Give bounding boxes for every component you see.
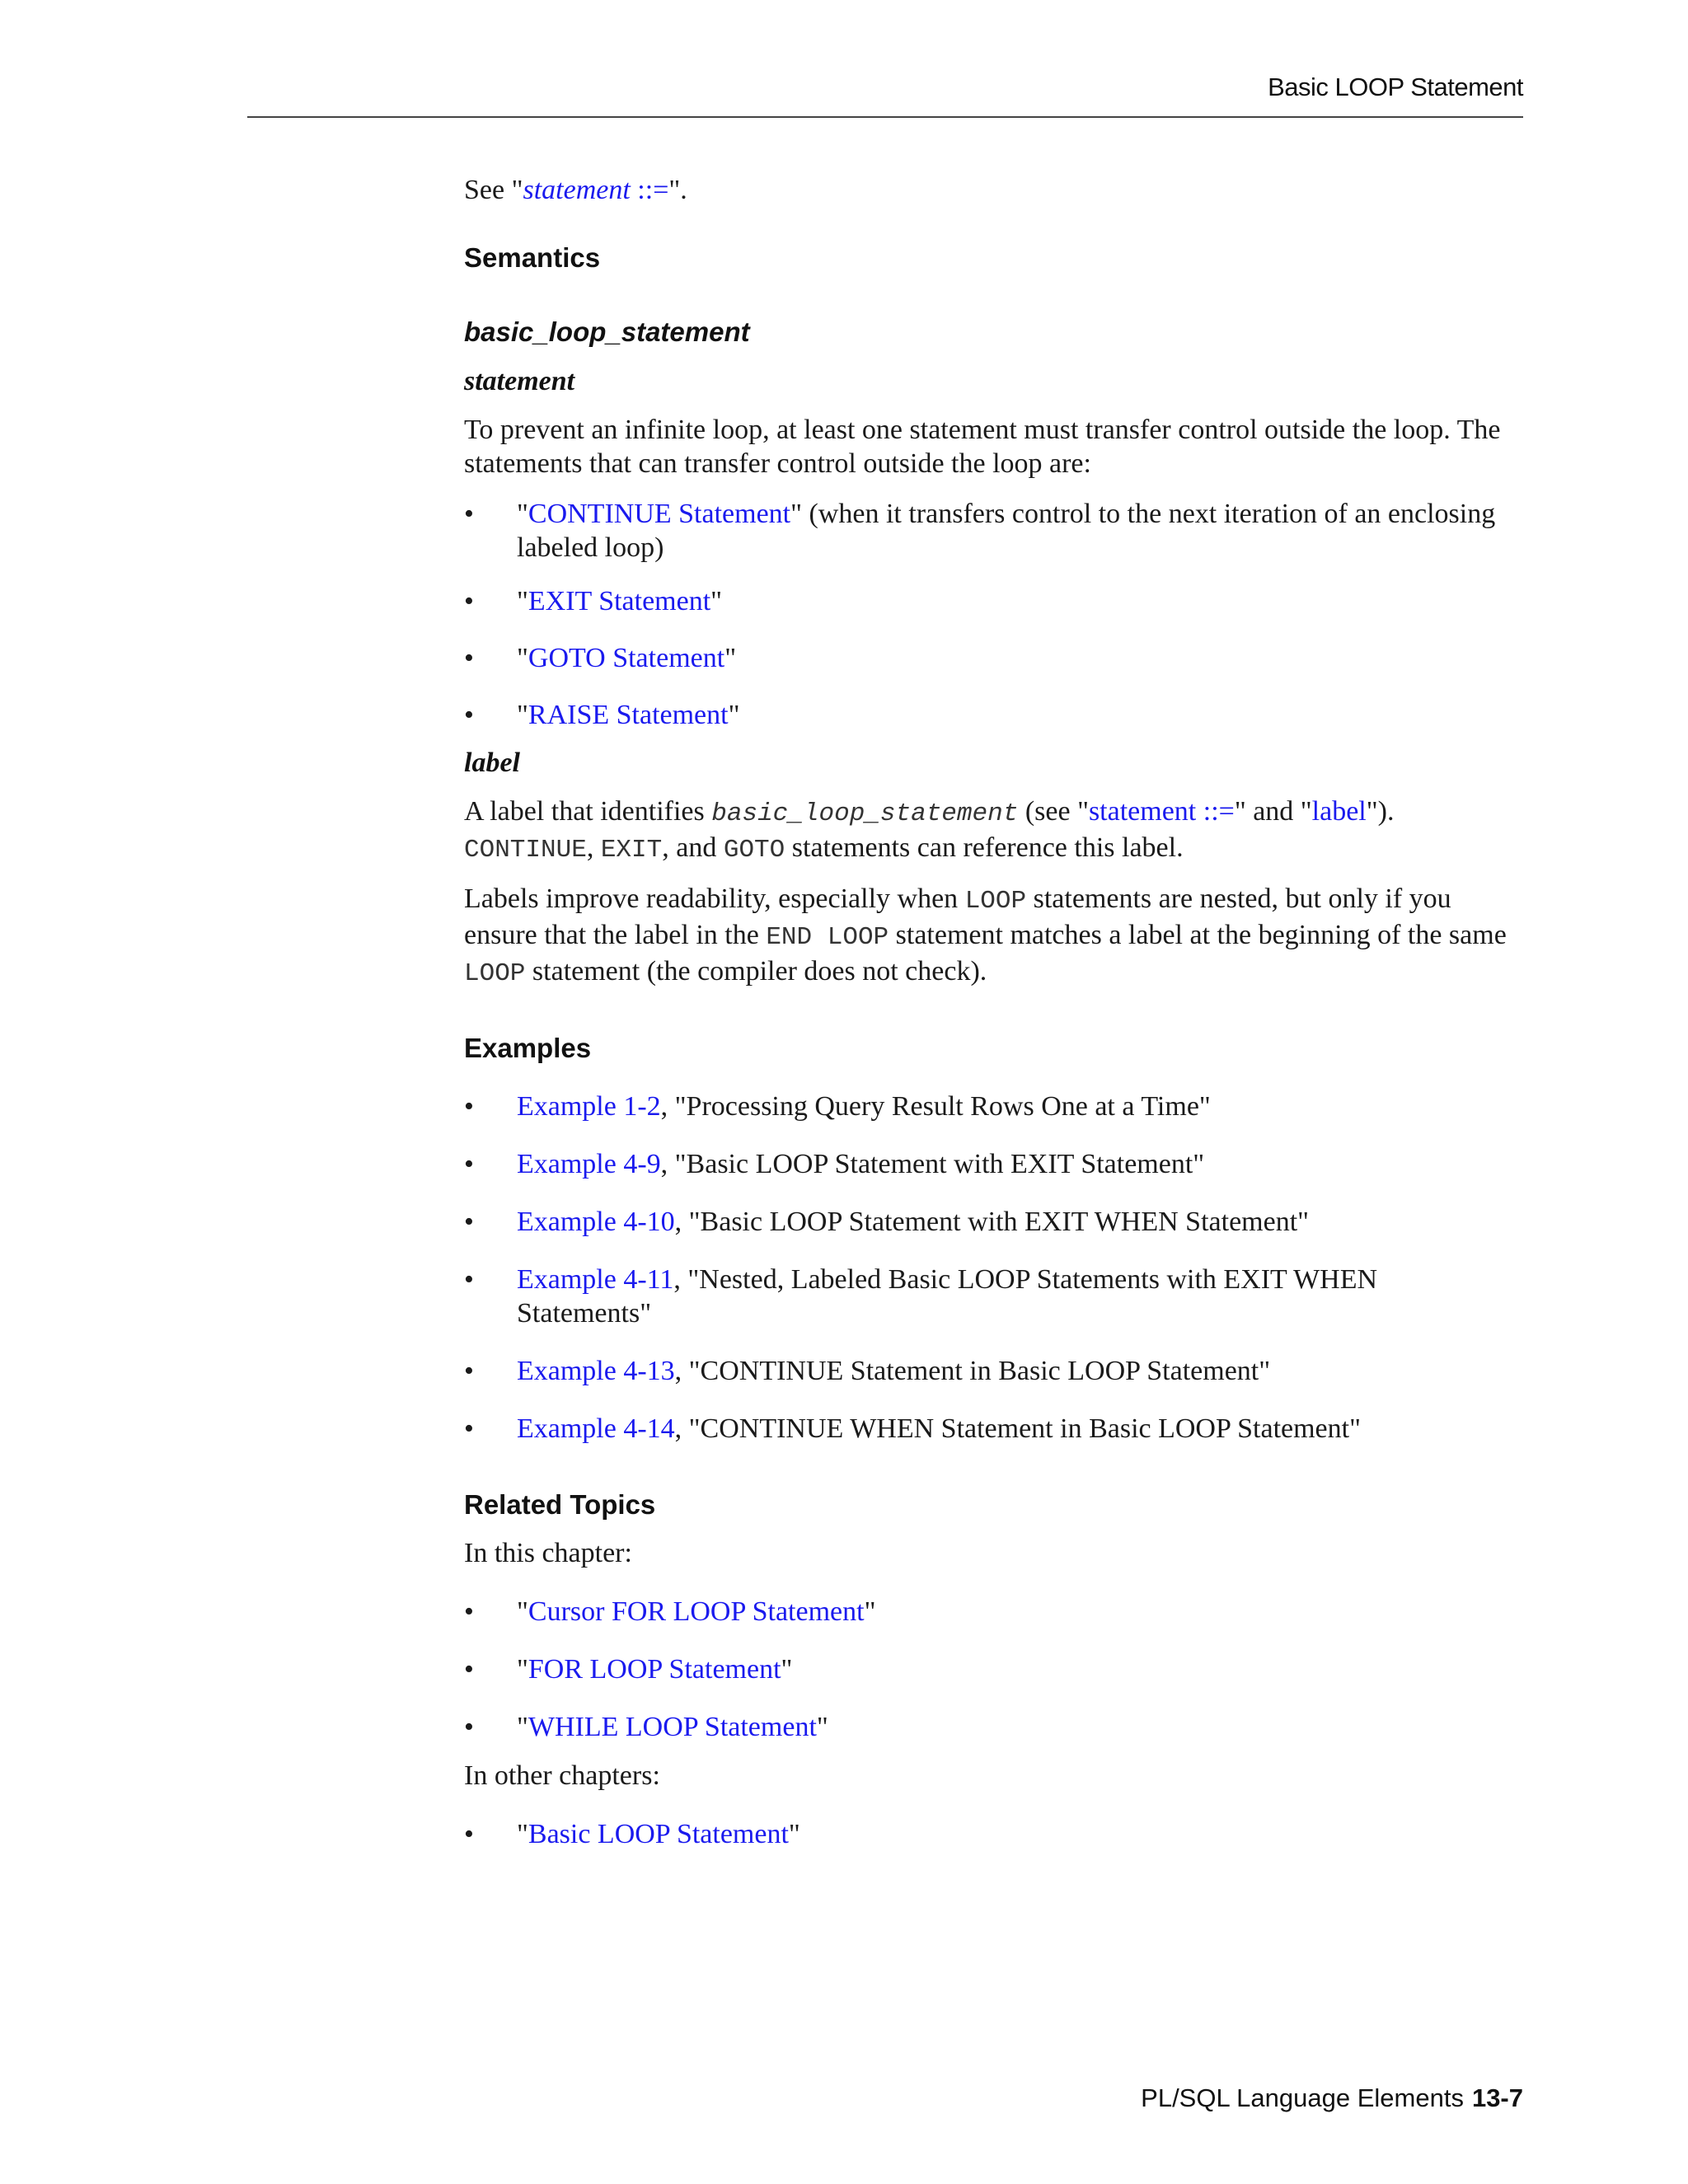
page-footer [1141, 2083, 1523, 2113]
bullet-icon: • [464, 1091, 474, 1122]
quote-open: " [517, 1712, 528, 1742]
this-chapter-list [464, 1595, 1511, 1744]
note-text: Labels improve readability, especially when [464, 883, 965, 914]
statement-description: To prevent an infinite loop, at least one statement must transfer control outside the loop. The statements that can transfer control outside the loop are: [464, 415, 1501, 479]
exit-statement-link[interactable]: EXIT Statement [528, 586, 711, 616]
note-text: statement (the compiler does not check). [525, 956, 987, 987]
list-item [464, 641, 1511, 675]
item-suffix: " [728, 700, 740, 730]
goto-statement-link[interactable]: GOTO Statement [528, 643, 725, 673]
list-item [464, 497, 1511, 565]
label-text: (see " [1018, 796, 1089, 827]
list-item [464, 584, 1511, 618]
continue-code: CONTINUE [464, 836, 587, 865]
related-topics-heading: Related Topics [464, 1489, 656, 1520]
quote-close: " [864, 1596, 876, 1627]
bullet-icon: • [464, 1264, 474, 1295]
examples-list [464, 1090, 1511, 1446]
label-text: , and [662, 832, 724, 863]
example-title: , "Basic LOOP Statement with EXIT WHEN Statement" [674, 1207, 1310, 1237]
list-item [464, 1412, 1511, 1446]
label-text: A label that identifies [464, 796, 712, 827]
quote-open: " [517, 700, 528, 730]
see-prefix: See " [464, 175, 523, 205]
quote-open: " [517, 499, 528, 529]
quote-open: " [517, 586, 528, 616]
example-title: , "Basic LOOP Statement with EXIT Statement" [660, 1149, 1205, 1179]
bullet-icon: • [464, 700, 474, 730]
list-item [464, 1147, 1511, 1181]
loop-code: LOOP [464, 959, 526, 988]
example-title: , "CONTINUE WHEN Statement in Basic LOOP Statement" [674, 1413, 1361, 1444]
statement-syntax-link-2[interactable]: statement ::= [1088, 796, 1235, 827]
note-text: statement matches a label at the beginning of the same [889, 920, 1507, 950]
list-item [464, 1090, 1511, 1123]
list-item [464, 1205, 1511, 1239]
bullet-icon: • [464, 1654, 474, 1685]
other-chapters-label: In other chapters: [464, 1760, 660, 1791]
list-item [464, 1595, 1511, 1629]
item-suffix: " (when it transfers control to the next iteration of an enclosing labeled loop) [517, 499, 1496, 563]
item-suffix: " [724, 643, 737, 673]
quote-close: " [788, 1819, 800, 1849]
examples-heading: Examples [464, 1033, 592, 1063]
semantics-heading: Semantics [464, 242, 601, 273]
statement-link-term[interactable]: statement [523, 175, 631, 205]
raise-statement-link[interactable]: RAISE Statement [528, 700, 729, 730]
basic-loop-statement-code: basic_loop_statement [711, 799, 1019, 828]
item-suffix: " [710, 586, 723, 616]
label-text: statements can reference this label. [785, 832, 1184, 863]
quote-open: " [517, 643, 528, 673]
footer-book-title: PL/SQL Language Elements [1141, 2083, 1464, 2112]
example-4-14-link[interactable]: Example 4-14 [517, 1413, 675, 1444]
example-4-10-link[interactable]: Example 4-10 [517, 1207, 675, 1237]
note-text: statements are nested, but only if you ensure that the label in the [464, 883, 1451, 950]
bullet-icon: • [464, 499, 474, 529]
label-link[interactable]: label [1311, 796, 1367, 827]
quote-open: " [517, 1654, 528, 1685]
basic-loop-statement-link[interactable]: Basic LOOP Statement [528, 1819, 789, 1849]
other-chapters-list [464, 1817, 1511, 1851]
label-term: label [464, 748, 520, 778]
for-loop-link[interactable]: FOR LOOP Statement [528, 1654, 781, 1685]
exit-code: EXIT [600, 836, 663, 865]
list-item [464, 1354, 1511, 1388]
example-4-13-link[interactable]: Example 4-13 [517, 1356, 675, 1386]
bullet-icon: • [464, 1413, 474, 1444]
list-item [464, 698, 1511, 732]
example-title: , "Processing Query Result Rows One at a Time" [660, 1091, 1211, 1122]
page-number: 13-7 [1471, 2083, 1523, 2112]
list-item [464, 1263, 1511, 1330]
label-description [464, 794, 1511, 867]
page-content [464, 173, 1511, 1851]
continue-statement-link[interactable]: CONTINUE Statement [528, 499, 791, 529]
end-loop-code: END LOOP [766, 923, 889, 952]
statement-term: statement [464, 366, 575, 396]
cursor-for-loop-link[interactable]: Cursor FOR LOOP Statement [528, 1596, 865, 1627]
example-4-9-link[interactable]: Example 4-9 [517, 1149, 661, 1179]
see-line [464, 173, 1511, 207]
label-text: , [586, 832, 601, 863]
quote-close: " [781, 1654, 793, 1685]
label-text: " and " [1234, 796, 1312, 827]
label-text: "). [1366, 796, 1395, 827]
running-head-title: Basic LOOP Statement [1268, 73, 1523, 101]
statement-syntax-link[interactable]: statement ::= [523, 175, 669, 205]
control-transfer-list [464, 497, 1511, 732]
while-loop-link[interactable]: WHILE LOOP Statement [528, 1712, 817, 1742]
bullet-icon: • [464, 1596, 474, 1627]
list-item [464, 1652, 1511, 1686]
header-rule [247, 116, 1523, 118]
bullet-icon: • [464, 586, 474, 616]
bullet-icon: • [464, 1819, 474, 1849]
example-1-2-link[interactable]: Example 1-2 [517, 1091, 661, 1122]
list-item [464, 1710, 1511, 1744]
example-4-11-link[interactable]: Example 4-11 [517, 1264, 674, 1295]
list-item [464, 1817, 1511, 1851]
basic-loop-statement-subheading: basic_loop_statement [464, 316, 750, 347]
bullet-icon: • [464, 1712, 474, 1742]
example-title: , "CONTINUE Statement in Basic LOOP Statement" [674, 1356, 1271, 1386]
see-suffix: ". [668, 175, 687, 205]
bullet-icon: • [464, 1149, 474, 1179]
this-chapter-label: In this chapter: [464, 1538, 632, 1568]
bullet-icon: • [464, 643, 474, 673]
bullet-icon: • [464, 1356, 474, 1386]
quote-open: " [517, 1596, 528, 1627]
quote-open: " [517, 1819, 528, 1849]
label-readability-note [464, 882, 1511, 991]
goto-code: GOTO [723, 836, 785, 865]
loop-code: LOOP [964, 887, 1027, 916]
bullet-icon: • [464, 1207, 474, 1237]
example-title: , "Nested, Labeled Basic LOOP Statements with EXIT WHEN Statements" [517, 1264, 1378, 1329]
quote-close: " [816, 1712, 828, 1742]
